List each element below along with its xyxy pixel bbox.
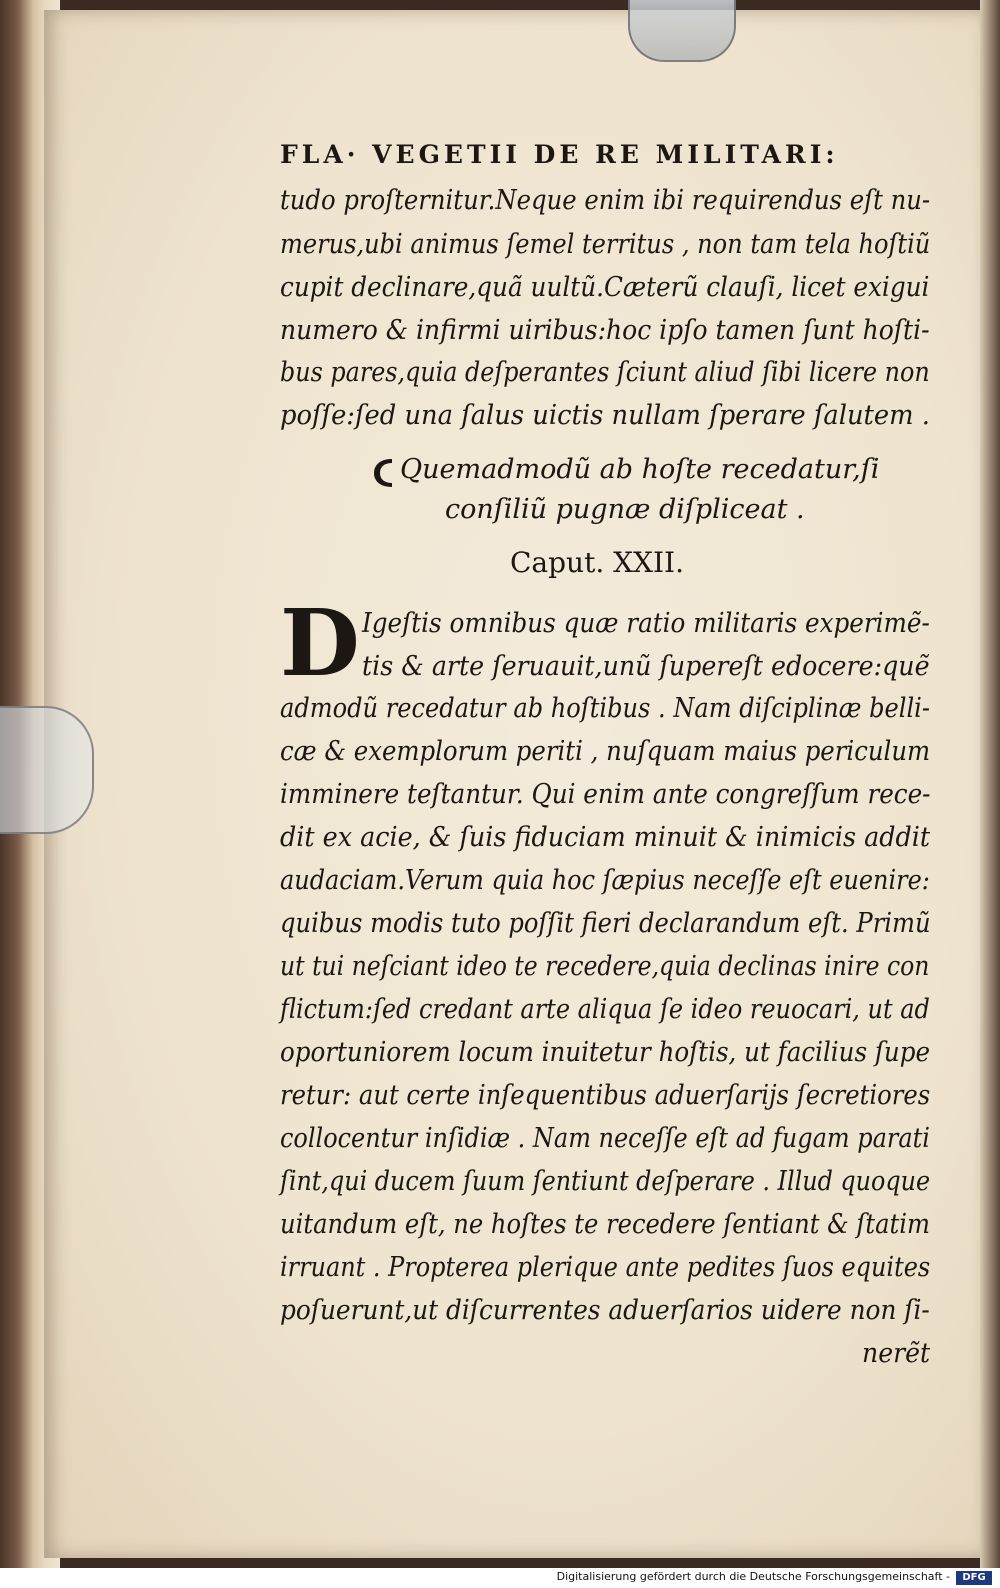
text-line: dit ex acie, & ſuis fiduciam minuit & inimicis addit	[280, 822, 931, 853]
page-edge-right	[980, 0, 1000, 1568]
page-clip-top	[628, 0, 736, 62]
text-line: imminere teſtantur. Qui enim ante congreſſum rece-	[280, 779, 931, 810]
text-line: ſint,qui ducem ſuum ſentiunt deſperare . Illud quoque	[280, 1166, 931, 1197]
text-line: merus,ubi animus ſemel territus , non tam tela hoſtiũ	[280, 229, 931, 260]
text-line: audaciam.Verum quia hoc ſæpius neceſſe eſt euenire:	[280, 865, 930, 896]
chapter-number: Caput. XXII.	[510, 546, 685, 579]
text-line: quibus modis tuto poſſit fieri declarandum eſt. Primũ	[280, 908, 931, 939]
footer-credit: Digitalisierung gefördert durch die Deutsche Forschungsgemeinschaft -	[556, 1570, 950, 1583]
text-line: poſuerunt,ut diſcurrentes aduerſarios uidere non ſi-	[280, 1295, 930, 1326]
text-line: ut tui neſciant ideo te recedere,quia declinas inire con	[280, 951, 930, 982]
paragraph-mark-icon	[372, 455, 394, 491]
text-line: tis & arte ſeruauit,unũ ſupereſt edocere:quẽ	[362, 651, 930, 682]
text-line: poſſe:ſed una ſalus uictis nullam ſperare ſalutem .	[280, 400, 930, 431]
text-line: uitandum eſt, ne hoſtes te recedere ſentiant & ſtatim	[280, 1209, 930, 1240]
running-head: FLA· VEGETII DE RE MILITARI:	[280, 140, 839, 169]
catchword: nerẽt	[862, 1338, 931, 1369]
drop-cap-initial: D	[280, 589, 360, 697]
text-line: admodũ recedatur ab hoſtibus . Nam diſciplinæ belli-	[280, 693, 931, 724]
text-line: oportuniorem locum inuitetur hoſtis, ut facilius ſupe	[280, 1037, 930, 1068]
dfg-logo-icon: DFG	[956, 1571, 992, 1585]
text-line: cæ & exemplorum periti , nuſquam maius periculum	[280, 736, 931, 767]
text-line: bus pares,quia deſperantes ſciunt aliud ſibi licere non	[280, 357, 930, 388]
text-line: irruant . Propterea plerique ante pedites ſuos equites	[280, 1252, 931, 1283]
text-line: numero & infirmi uiribus:hoc ipſo tamen ſunt hoſti-	[280, 315, 930, 346]
footer-bar	[0, 1568, 1000, 1588]
text-line: cupit declinare,quã uultũ.Cæterũ clauſi, licet exigui	[280, 272, 930, 303]
chapter-title-line-2: conſiliũ pugnæ diſpliceat .	[445, 494, 805, 525]
text-line: collocentur inſidiæ . Nam neceſſe eſt ad fugam parati	[280, 1123, 930, 1154]
text-line: Igeſtis omnibus quæ ratio militaris experimẽ-	[362, 608, 930, 639]
page-clip-left	[0, 706, 94, 834]
chapter-title-line-1: Quemadmodũ ab hoſte recedatur,ſi	[400, 454, 880, 485]
text-line: tudo proſternitur.Neque enim ibi requirendus eſt nu-	[280, 185, 931, 216]
text-line: retur: aut certe inſequentibus aduerſarijs ſecretiores	[280, 1080, 931, 1111]
text-line: flictum:ſed credant arte aliqua ſe ideo reuocari, ut ad	[280, 994, 930, 1025]
